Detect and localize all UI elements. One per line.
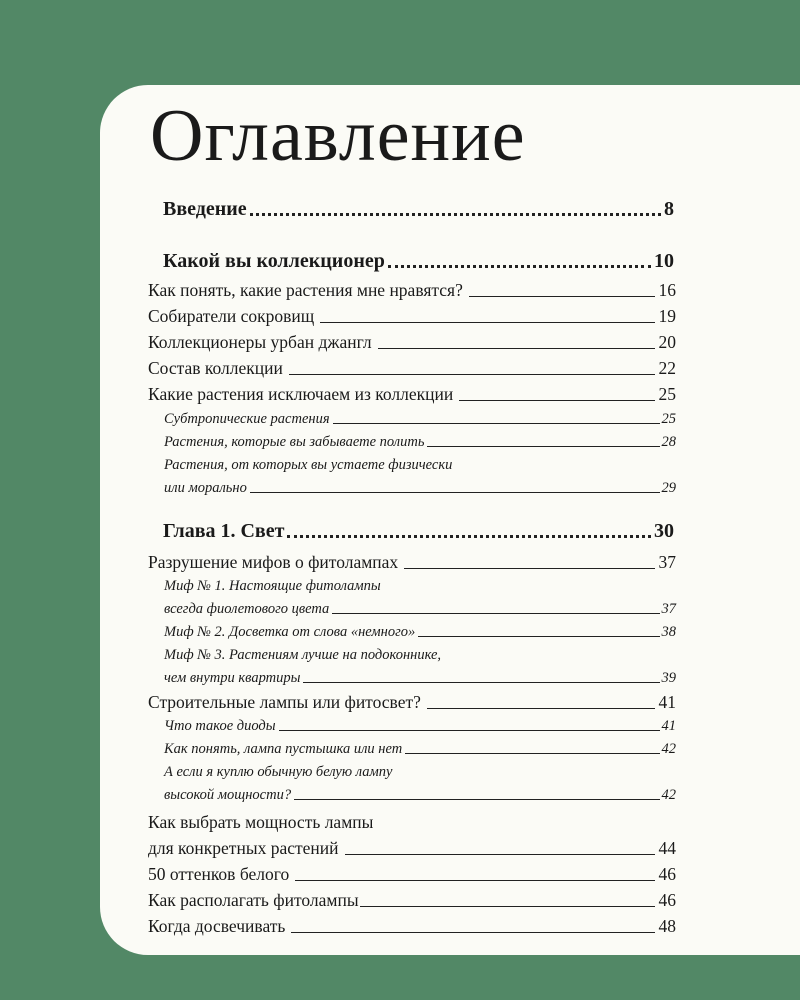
line-leader <box>404 568 654 569</box>
toc-label: Как понять, лампа пустышка или нет <box>164 741 403 757</box>
toc-entry[interactable] <box>148 384 676 405</box>
toc-entry[interactable] <box>148 358 676 379</box>
toc-page: 37 <box>661 601 676 617</box>
dot-leader <box>388 265 651 268</box>
line-leader <box>289 374 655 375</box>
toc-subentry[interactable] <box>164 741 676 758</box>
toc-page: 41 <box>658 692 676 712</box>
line-leader <box>427 708 655 709</box>
toc-page: 44 <box>658 838 676 858</box>
toc-label: Миф № 3. Растениям лучше на подоконнике, <box>164 647 442 663</box>
toc-subentry[interactable] <box>164 411 676 428</box>
toc-entry[interactable] <box>148 306 676 327</box>
toc-entry[interactable] <box>148 890 676 911</box>
toc-label: Коллекционеры урбан джангл <box>148 332 372 352</box>
toc-section-intro[interactable] <box>163 198 674 221</box>
toc-entry[interactable] <box>148 552 676 573</box>
toc-subentry-line[interactable] <box>164 647 692 664</box>
toc-subentry-line[interactable] <box>164 578 692 595</box>
toc-page: 42 <box>661 741 676 757</box>
toc-page: 19 <box>658 306 676 326</box>
toc-label: Миф № 1. Настоящие фитолампы <box>164 578 381 594</box>
toc-page: 46 <box>658 890 676 910</box>
toc-page: 38 <box>661 624 676 640</box>
line-leader <box>295 880 654 881</box>
toc-page: 8 <box>664 198 674 220</box>
toc-label: А если я куплю обычную белую лампу <box>164 764 393 780</box>
toc-entry[interactable] <box>148 916 676 937</box>
dot-leader <box>250 213 661 216</box>
dot-leader <box>287 535 651 538</box>
toc-page: 10 <box>654 250 674 272</box>
toc-page: 28 <box>661 434 676 450</box>
line-leader <box>427 446 659 447</box>
toc-entry[interactable] <box>148 864 676 885</box>
toc-label: Что такое диоды <box>164 718 276 734</box>
toc-label: или морально <box>164 480 247 496</box>
line-leader <box>345 854 655 855</box>
toc-label: Разрушение мифов о фитолампах <box>148 552 399 572</box>
toc-page: 41 <box>661 718 676 734</box>
line-leader <box>469 296 655 297</box>
line-leader <box>333 423 660 424</box>
line-leader <box>294 799 659 800</box>
toc-page: 16 <box>658 280 676 300</box>
toc-label: Миф № 2. Досветка от слова «немного» <box>164 624 416 640</box>
line-leader <box>332 613 659 614</box>
toc-label: Растения, от которых вы устаете физически <box>164 457 453 473</box>
toc-page: 39 <box>661 670 676 686</box>
toc-label: 50 оттенков белого <box>148 864 290 884</box>
toc-page: 25 <box>658 384 676 404</box>
toc-page: 37 <box>658 552 676 572</box>
line-leader <box>320 322 654 323</box>
toc-entry[interactable] <box>148 692 676 713</box>
toc-subentry[interactable] <box>164 434 676 451</box>
toc-page: 46 <box>658 864 676 884</box>
toc-entry[interactable] <box>148 838 676 859</box>
line-leader <box>459 400 654 401</box>
toc-section-collector[interactable] <box>163 250 674 273</box>
toc-label: чем внутри квартиры <box>164 670 301 686</box>
toc-label: Введение <box>163 198 247 220</box>
toc-label: для конкретных растений <box>148 838 339 858</box>
toc-label: Собиратели сокровищ <box>148 306 315 326</box>
toc-page: 29 <box>661 480 676 496</box>
line-leader <box>291 932 654 933</box>
toc-entry-line[interactable] <box>148 812 676 833</box>
line-leader <box>418 636 659 637</box>
toc-label: Как выбрать мощность лампы <box>148 812 374 832</box>
toc-subentry[interactable] <box>164 624 676 641</box>
toc-label: Как понять, какие растения мне нравятся? <box>148 280 463 300</box>
toc-subentry-line[interactable] <box>164 457 692 474</box>
toc-subentry[interactable] <box>164 718 676 735</box>
line-leader <box>279 730 660 731</box>
toc-entry[interactable] <box>148 280 676 301</box>
toc-subentry[interactable] <box>164 670 676 687</box>
toc-label: Глава 1. Свет <box>163 520 285 542</box>
toc-label: Когда досвечивать <box>148 916 286 936</box>
toc-label: Как располагать фитолампы <box>148 890 359 910</box>
toc-label: высокой мощности? <box>164 787 292 803</box>
line-leader <box>378 348 655 349</box>
toc-label: всегда фиолетового цвета <box>164 601 330 617</box>
line-leader <box>360 906 655 907</box>
line-leader <box>250 492 660 493</box>
toc-label: Состав коллекции <box>148 358 283 378</box>
toc-label: Какие растения исключаем из коллекции <box>148 384 454 404</box>
toc-page: 22 <box>658 358 676 378</box>
toc-label: Субтропические растения <box>164 411 330 427</box>
toc-entry[interactable] <box>148 332 676 353</box>
toc-subentry[interactable] <box>164 480 676 497</box>
page-title: Оглавление <box>150 95 526 177</box>
toc-subentry-line[interactable] <box>164 764 692 781</box>
toc-page: 25 <box>661 411 676 427</box>
toc-page: 42 <box>661 787 676 803</box>
toc-label: Растения, которые вы забываете полить <box>164 434 425 450</box>
line-leader <box>405 753 659 754</box>
toc-subentry[interactable] <box>164 787 676 804</box>
toc-subentry[interactable] <box>164 601 676 618</box>
line-leader <box>303 682 659 683</box>
toc-section-chapter1[interactable] <box>163 520 674 543</box>
toc-label: Строительные лампы или фитосвет? <box>148 692 421 712</box>
toc-page: 30 <box>654 520 674 542</box>
toc-page: 48 <box>658 916 676 936</box>
toc-page: 20 <box>658 332 676 352</box>
toc-label: Какой вы коллекционер <box>163 250 385 272</box>
